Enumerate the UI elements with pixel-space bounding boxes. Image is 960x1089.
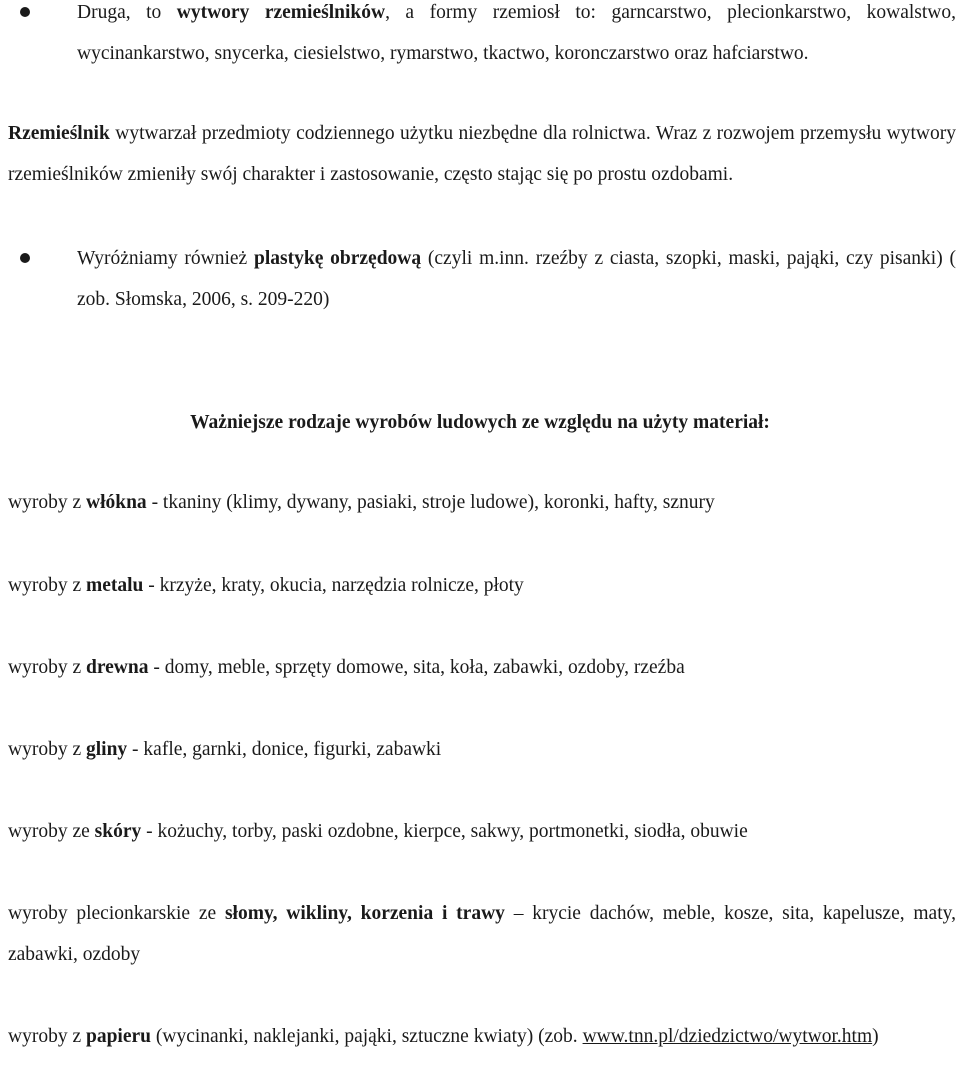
text-segment: - tkaniny (klimy, dywany, pasiaki, stroje ludowe), koronki, hafty, sznury [146,492,715,513]
material-line-fiber [8,482,956,523]
text-segment: Druga, to [77,2,177,23]
text-segment: wyroby z [8,739,86,760]
bold-term: włókna [85,492,147,513]
bold-term: drewna [85,657,149,678]
material-line-leather [8,811,956,852]
bold-term: skóry [94,821,142,842]
text-segment: (czyli m.inn. rzeźby z ciasta, szopki, maski, pająki, czy pisanki) ( zob. Słomska, 2006, s. 209-220) [77,248,956,310]
text-segment: (wycinanki, naklejanki, pająki, sztuczne kwiaty) (zob. [151,1026,583,1047]
bullet-icon [20,7,30,17]
material-line-wood [8,647,956,688]
bullet-item-crafts [20,0,956,74]
text-segment: - krzyże, kraty, okucia, narzędzia rolnicze, płoty [143,575,524,596]
bold-term: papieru [85,1026,151,1047]
text-segment: wytwarzał przedmioty codziennego użytku niezbędne dla rolnictwa. Wraz z rozwojem przemysłu wytwory rzemieślników zmieniły swój charakter i zastosowanie, często stając się po prostu ozdobami. [8,123,956,185]
material-line-metal [8,565,956,606]
bold-term: słomy, wikliny, korzenia i trawy [224,903,505,924]
text-segment: wyroby z [8,492,86,513]
material-line-clay [8,729,956,770]
material-line-paper [8,1016,956,1057]
text-segment: - kożuchy, torby, paski ozdobne, kierpce, sakwy, portmonetki, siodła, obuwie [141,821,748,842]
bold-term: metalu [85,575,144,596]
bullet-text [77,0,956,74]
bullet-icon [20,253,30,263]
text-segment: wyroby ze [8,821,95,842]
text-segment: , a formy rzemiosł to: garncarstwo, plecionkarstwo, kowalstwo, wycinankarstwo, snycerka, ciesielstwo, rymarstwo, tkactwo, koronczarstwo oraz hafciarstwo. [77,2,956,64]
text-segment: wyroby plecionkarskie ze [8,903,225,924]
bold-term: Rzemieślnik [8,123,110,144]
text-segment: Wyróżniamy również [77,248,254,269]
text-segment: wyroby z [8,575,86,596]
text-segment: – krycie dachów, meble, kosze, sita, kapelusze, maty, zabawki, ozdoby [8,903,956,965]
text-segment: wyroby z [8,657,86,678]
bold-term: gliny [85,739,128,760]
bold-term: wytwory rzemieślników [176,2,386,23]
bold-term: plastykę obrzędową [254,248,422,269]
bullet-text [77,238,956,320]
bullet-item-ritual-art [20,238,956,320]
text-segment: - domy, meble, sprzęty domowe, sita, koła, zabawki, ozdoby, rzeźba [148,657,685,678]
paragraph-craftsman [8,113,956,195]
text-segment: ) [872,1026,879,1047]
text-segment: wyroby z [8,1026,86,1047]
material-line-wicker [8,893,956,975]
source-link[interactable]: www.tnn.pl/dziedzictwo/wytwor.htm [582,1026,873,1047]
section-heading: Ważniejsze rodzaje wyrobów ludowych ze względu na użyty materiał: [190,412,770,433]
text-segment: - kafle, garnki, donice, figurki, zabawki [127,739,442,760]
